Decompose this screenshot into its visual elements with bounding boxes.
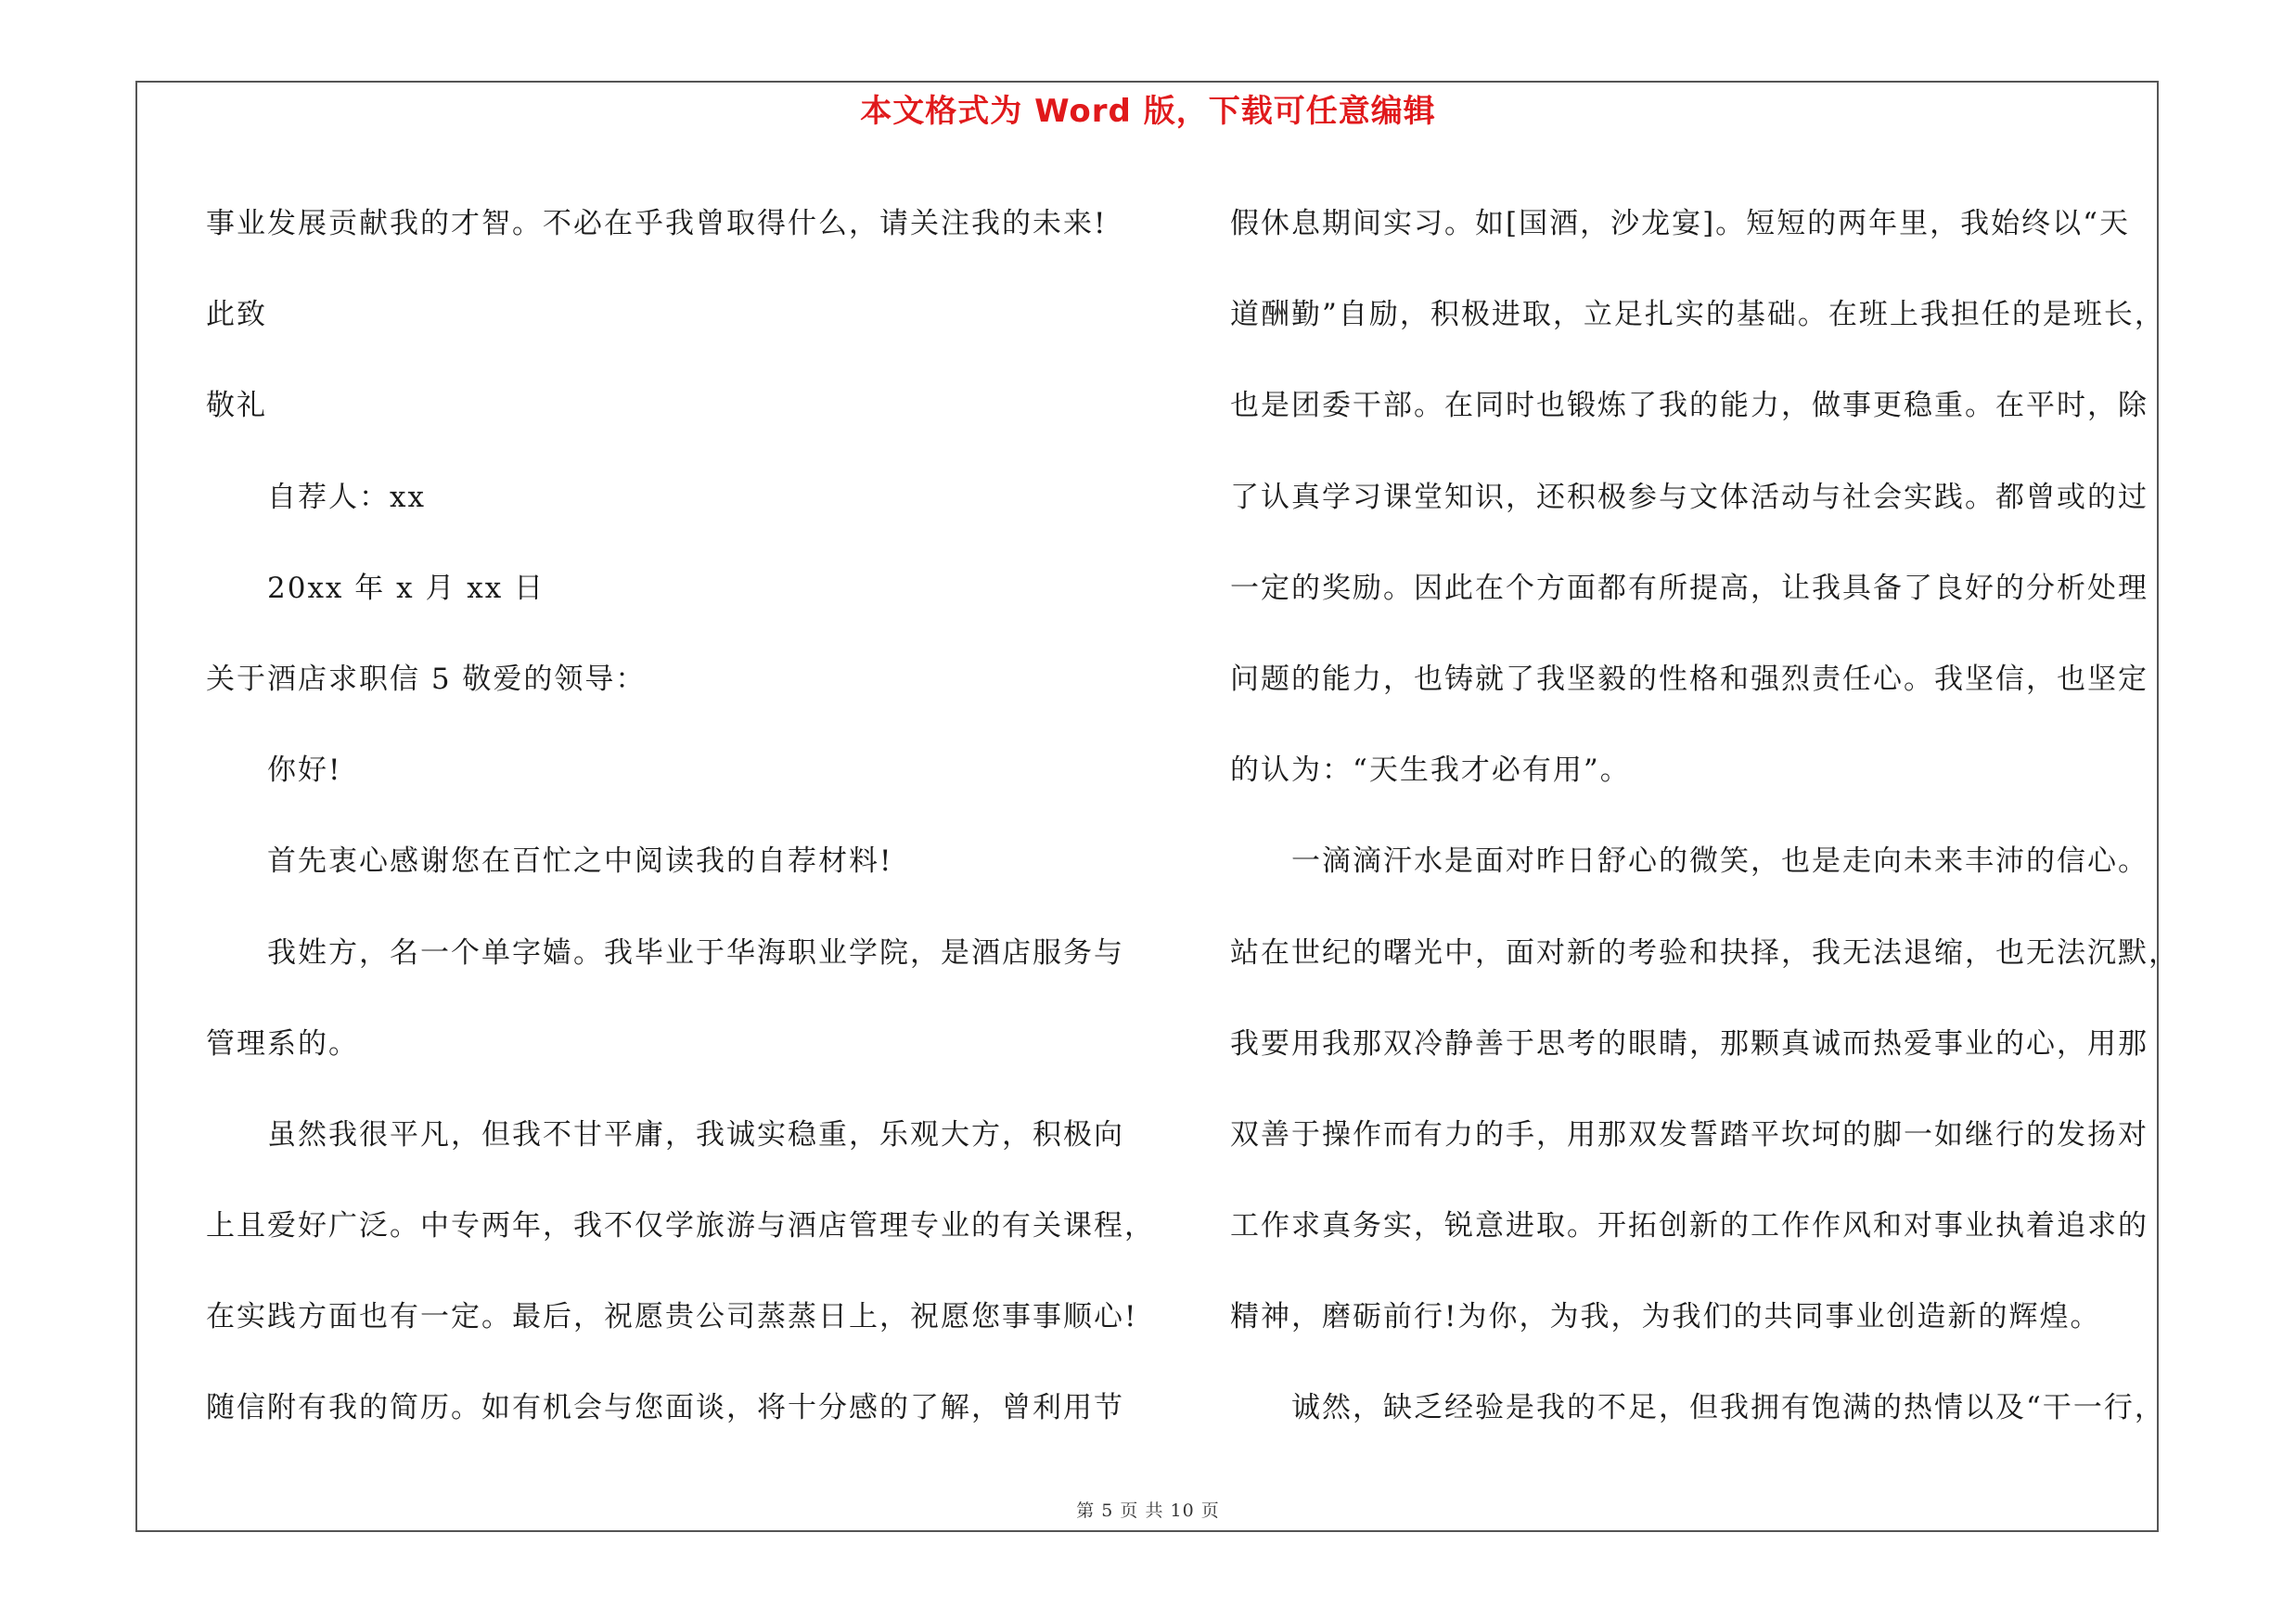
text-line: 工作求真务实，锐意进取。开拓创新的工作作风和对事业执着追求的 — [1230, 1209, 2148, 1243]
right-column — [1230, 178, 2195, 1454]
text-line: 自荐人：xx — [267, 480, 426, 514]
text-line: 事业发展贡献我的才智。不必在乎我曾取得什么，请关注我的未来! — [206, 207, 1108, 240]
text-line: 在实践方面也有一定。最后，祝愿贵公司蒸蒸日上，祝愿您事事顺心! — [206, 1300, 1138, 1334]
text-line: 虽然我很平凡，但我不甘平庸，我诚实稳重，乐观大方，积极向 — [267, 1117, 1124, 1152]
text-line: 20xx 年 x 月 xx 日 — [267, 571, 545, 605]
text-line: 一定的奖励。因此在个方面都有所提高，让我具备了良好的分析处理 — [1230, 571, 2148, 605]
text-line: 双善于操作而有力的手，用那双发誓踏平坎坷的脚一如继行的发扬对 — [1230, 1117, 2148, 1152]
text-line: 问题的能力，也铸就了我坚毅的性格和强烈责任心。我坚信，也坚定 — [1230, 662, 2148, 696]
text-line: 诚然，缺乏经验是我的不足，但我拥有饱满的热情以及“干一行， — [1291, 1391, 2165, 1425]
text-line: 也是团委干部。在同时也锻炼了我的能力，做事更稳重。在平时，除 — [1230, 389, 2148, 423]
text-line: 了认真学习课堂知识，还积极参与文体活动与社会实践。都曾或的过 — [1230, 480, 2148, 514]
left-column — [206, 178, 1155, 1454]
text-line: 关于酒店求职信 5 敬爱的领导： — [206, 662, 647, 696]
word-format-notice: 本文格式为 Word 版，下载可任意编辑 — [860, 93, 1436, 130]
text-line: 你好! — [267, 754, 342, 788]
text-line: 我要用我那双冷静善于思考的眼睛，那颗真诚而热爱事业的心，用那 — [1230, 1026, 2148, 1061]
text-line: 的认为：“天生我才必有用”。 — [1230, 754, 1631, 788]
text-line: 首先衷心感谢您在百忙之中阅读我的自荐材料! — [267, 844, 893, 879]
page-number-footer: 第 5 页 共 10 页 — [1076, 1501, 1220, 1521]
text-line: 精神，磨砺前行!为你，为我，为我们的共同事业创造新的辉煌。 — [1230, 1300, 2101, 1334]
text-line: 假休息期间实习。如[国酒，沙龙宴]。短短的两年里，我始终以“天 — [1230, 207, 2131, 240]
text-line: 上且爱好广泛。中专两年，我不仅学旅游与酒店管理专业的有关课程， — [206, 1209, 1155, 1243]
text-line: 站在世纪的曙光中，面对新的考验和抉择，我无法退缩，也无法沉默， — [1230, 935, 2179, 970]
text-line: 管理系的。 — [206, 1026, 359, 1061]
text-line: 随信附有我的简历。如有机会与您面谈，将十分感的了解，曾利用节 — [206, 1391, 1124, 1425]
text-line: 我姓方，名一个单字嫱。我毕业于华海职业学院，是酒店服务与 — [267, 935, 1124, 970]
text-line: 一滴滴汗水是面对昨日舒心的微笑，也是走向未来丰沛的信心。 — [1291, 844, 2148, 879]
text-line: 敬礼 — [206, 389, 267, 423]
text-line: 此致 — [206, 298, 267, 332]
text-line: 道酬勤”自励，积极进取，立足扎实的基础。在班上我担任的是班长， — [1230, 298, 2165, 332]
